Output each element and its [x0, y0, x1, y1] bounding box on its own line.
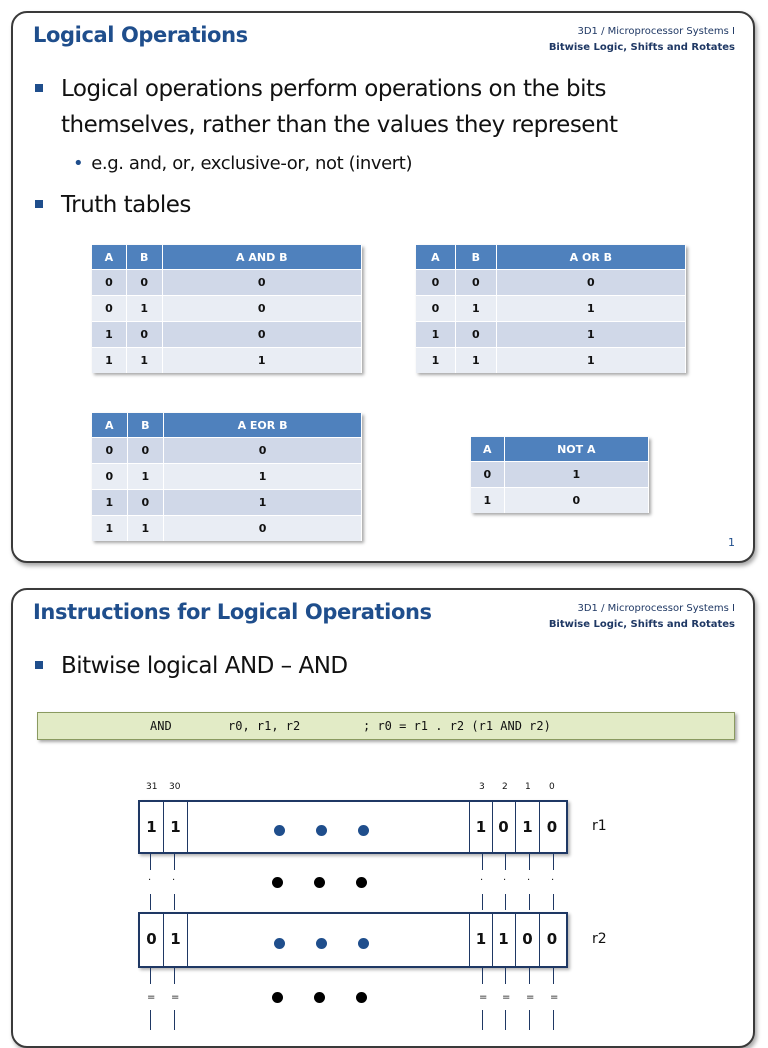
table-header: A AND B [162, 245, 361, 270]
table-cell: 0 [127, 490, 164, 516]
table-cell: 0 [92, 296, 126, 322]
connector-line [553, 854, 554, 870]
connector-line [505, 894, 506, 910]
bullet-truth-tables: Truth tables [35, 187, 191, 223]
code-mnemonic: AND [150, 719, 172, 733]
table-cell: 0 [455, 322, 496, 348]
table-cell: 1 [496, 322, 685, 348]
table-row [92, 296, 362, 322]
table-header: A [416, 245, 455, 270]
and-op-symbol: . [503, 872, 507, 883]
page-number: 1 [728, 536, 735, 549]
course-header [549, 601, 735, 633]
equals-symbol: = [479, 992, 488, 1003]
course-name: 3D1 / Microprocessor Systems I [577, 603, 735, 614]
course-header [549, 24, 735, 56]
connector-line [482, 1010, 483, 1030]
table-header: A [92, 245, 126, 270]
connector-line [174, 968, 175, 984]
bit-index-31: 31 [146, 782, 158, 792]
table-cell: 1 [471, 488, 504, 514]
square-bullet-icon [35, 84, 43, 92]
table-cell: 1 [496, 348, 685, 374]
square-bullet-icon [35, 661, 43, 669]
table-row [92, 270, 362, 296]
connector-line [553, 968, 554, 984]
ellipsis-dot-icon [272, 877, 283, 888]
table-header: A [471, 437, 504, 462]
table-cell: 1 [504, 462, 648, 488]
connector-line [505, 1010, 506, 1030]
table-row [92, 516, 362, 542]
table-cell: 1 [162, 348, 361, 374]
table-row [471, 462, 649, 488]
and-op-symbol: . [480, 872, 484, 883]
connector-line [150, 894, 151, 910]
connector-line [529, 894, 530, 910]
slide-title: Logical Operations [33, 23, 248, 47]
table-cell: 1 [92, 516, 127, 542]
table-cell: 1 [164, 490, 362, 516]
connector-line [174, 854, 175, 870]
slide-instructions-logical [11, 588, 755, 1048]
table-row [92, 348, 362, 374]
bit-cell: 1 [164, 914, 188, 966]
table-row [92, 464, 362, 490]
dot-bullet-icon: • [73, 153, 84, 174]
connector-line [150, 968, 151, 984]
and-op-symbol: . [172, 872, 176, 883]
ellipsis-dot-icon [314, 992, 325, 1003]
ellipsis-dot-icon [358, 938, 369, 949]
connector-line [150, 854, 151, 870]
truth-table-not [471, 437, 649, 513]
table-cell: 1 [164, 464, 362, 490]
bit-cell: 1 [516, 802, 540, 852]
table-cell: 1 [126, 348, 162, 374]
table-cell: 0 [162, 296, 361, 322]
table-row [471, 488, 649, 514]
table-cell: 0 [416, 270, 455, 296]
table-cell: 1 [416, 348, 455, 374]
truth-table-and [92, 245, 362, 373]
connector-line [482, 968, 483, 984]
bit-cell: 1 [492, 914, 516, 966]
and-op-symbol: . [148, 872, 152, 883]
table-row [416, 348, 686, 374]
table-cell: 0 [92, 270, 126, 296]
table-cell: 1 [127, 516, 164, 542]
table-row [416, 296, 686, 322]
equals-symbol: = [550, 992, 559, 1003]
equals-symbol: = [526, 992, 535, 1003]
table-row [92, 322, 362, 348]
table-cell: 1 [455, 296, 496, 322]
table-cell: 0 [127, 438, 164, 464]
topic-name: Bitwise Logic, Shifts and Rotates [548, 42, 735, 53]
connector-line [529, 854, 530, 870]
bit-cell: 0 [516, 914, 540, 966]
table-cell: 0 [471, 462, 504, 488]
table-cell: 0 [455, 270, 496, 296]
bit-cell: 0 [546, 930, 558, 948]
table-cell: 0 [496, 270, 685, 296]
connector-line [174, 894, 175, 910]
bit-index-30: 30 [169, 782, 181, 792]
register-r2 [138, 912, 568, 968]
bullet-logical-ops: Logical operations perform operations on the bits themselves, rather than the values they represent [35, 71, 695, 143]
register-r1 [138, 800, 568, 854]
subbullet-examples: • e.g. and, or, exclusive-or, not (invert) [73, 153, 413, 174]
bit-index-2: 2 [502, 782, 508, 792]
table-cell: 1 [92, 348, 126, 374]
ellipsis-dot-icon [356, 992, 367, 1003]
equals-symbol: = [502, 992, 511, 1003]
ellipsis-dot-icon [274, 938, 285, 949]
table-cell: 0 [164, 516, 362, 542]
bit-index-3: 3 [479, 782, 485, 792]
connector-line [553, 1010, 554, 1030]
bit-cell: 1 [469, 914, 493, 966]
table-cell: 1 [416, 322, 455, 348]
slide-logical-operations [11, 11, 755, 563]
connector-line [174, 1010, 175, 1030]
table-cell: 1 [496, 296, 685, 322]
table-row [92, 490, 362, 516]
bit-index-0: 0 [549, 782, 555, 792]
course-name: 3D1 / Microprocessor Systems I [577, 26, 735, 37]
ellipsis-dot-icon [358, 825, 369, 836]
table-cell: 1 [92, 322, 126, 348]
ellipsis-dot-icon [274, 825, 285, 836]
slide-title: Instructions for Logical Operations [33, 600, 432, 624]
connector-line [529, 1010, 530, 1030]
equals-symbol: = [171, 992, 180, 1003]
connector-line [505, 854, 506, 870]
table-cell: 1 [455, 348, 496, 374]
and-op-symbol: . [527, 872, 531, 883]
table-cell: 0 [164, 438, 362, 464]
connector-line [482, 894, 483, 910]
bit-cell: 0 [546, 818, 558, 836]
connector-line [553, 894, 554, 910]
truth-table-eor [92, 413, 362, 541]
table-header: NOT A [504, 437, 648, 462]
equals-symbol: = [147, 992, 156, 1003]
and-op-symbol: . [551, 872, 555, 883]
table-cell: 0 [92, 438, 127, 464]
table-header: B [127, 413, 164, 438]
bullet-bitwise-and: Bitwise logical AND – AND [35, 648, 348, 684]
connector-line [505, 968, 506, 984]
square-bullet-icon [35, 200, 43, 208]
connector-line [482, 854, 483, 870]
bit-cell: 1 [164, 802, 188, 852]
table-cell: 0 [126, 270, 162, 296]
table-cell: 0 [162, 322, 361, 348]
bit-cell: 1 [140, 802, 164, 852]
bit-cell: 1 [469, 802, 493, 852]
ellipsis-dot-icon [356, 877, 367, 888]
bit-cell: 0 [140, 914, 164, 966]
table-row [416, 270, 686, 296]
table-row [416, 322, 686, 348]
connector-line [529, 968, 530, 984]
table-cell: 0 [416, 296, 455, 322]
table-cell: 0 [162, 270, 361, 296]
code-line [37, 712, 735, 740]
bit-cell: 0 [492, 802, 516, 852]
bit-index-1: 1 [525, 782, 531, 792]
table-header: A OR B [496, 245, 685, 270]
code-comment: ; r0 = r1 . r2 (r1 AND r2) [363, 719, 551, 733]
ellipsis-dot-icon [316, 825, 327, 836]
table-header: B [455, 245, 496, 270]
code-operands: r0, r1, r2 [228, 719, 301, 733]
table-cell: 1 [127, 464, 164, 490]
ellipsis-dot-icon [316, 938, 327, 949]
table-cell: 1 [126, 296, 162, 322]
table-header: A [92, 413, 127, 438]
table-cell: 0 [126, 322, 162, 348]
table-row [92, 438, 362, 464]
table-cell: 0 [92, 464, 127, 490]
register-label-r2: r2 [592, 931, 607, 947]
register-label-r1: r1 [592, 818, 607, 834]
table-header: B [126, 245, 162, 270]
connector-line [150, 1010, 151, 1030]
table-header: A EOR B [164, 413, 362, 438]
ellipsis-dot-icon [272, 992, 283, 1003]
table-cell: 1 [92, 490, 127, 516]
ellipsis-dot-icon [314, 877, 325, 888]
truth-table-or [416, 245, 686, 373]
table-cell: 0 [504, 488, 648, 514]
topic-name: Bitwise Logic, Shifts and Rotates [548, 619, 735, 630]
